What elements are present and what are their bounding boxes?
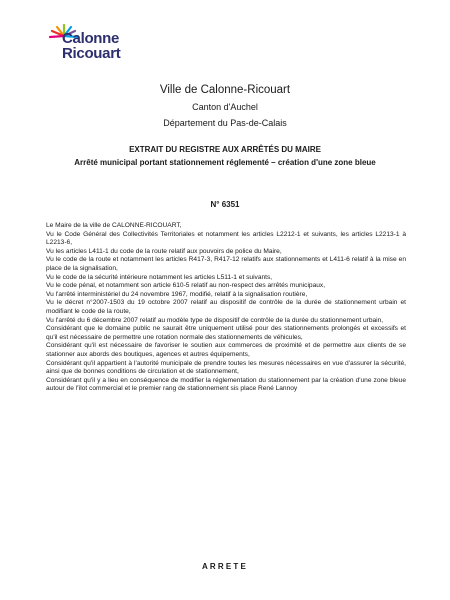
city-logo — [44, 22, 134, 72]
body-paragraph: Considérant qu'il appartient à l'autorité municipale de prendre toutes les mesures nécessaires en vue d'assurer la sécurité, ainsi que de bonnes conditions de circulation et de stationnement, — [46, 359, 406, 376]
body-paragraph: Considérant qu'il y a lieu en conséquence de modifier la réglementation du stationnement par la création d'une zone bleue autour de l'îlot commercial et le premier rang de stationnement sis place René Lannoy — [46, 376, 406, 393]
decree-body — [46, 222, 406, 394]
decree-number: N° 6351 — [210, 200, 240, 209]
body-paragraph: Vu le code pénal, et notamment son article 610-5 relatif au non-respect des arrêtés municipaux, — [46, 282, 326, 290]
body-paragraph: Vu le Code Général des Collectivités Territoriales et notamment les articles L2212-1 et suivants, les articles L2213-1 à L2213-6, — [46, 230, 406, 247]
logo-line-2: Ricouart — [62, 45, 121, 62]
body-paragraph: Le Maire de la ville de CALONNE-RICOUART, — [46, 222, 182, 229]
body-paragraph: Vu l'arrêté du 6 décembre 2007 relatif au modèle type de dispositif de contrôle de la durée du stationnement urbain, — [46, 316, 384, 324]
body-paragraph: Vu le décret n°2007-1503 du 19 octobre 2007 relatif au dispositif de contrôle de la durée de stationnement urbain et modifiant le code de la route, — [46, 299, 406, 315]
logo-wordmark — [62, 31, 120, 61]
body-paragraph: Considérant que le domaine public ne saurait être uniquement utilisé pour des stationnements prolongés et excessifs et qu'il est nécessaire de permettre une rotation normale des stationnements de véhicules, — [46, 325, 406, 341]
canton-name: Canton d'Auchel — [192, 102, 258, 112]
body-paragraph: Vu le code de la sécurité intérieure notamment les articles L511-1 et suivants, — [46, 273, 273, 281]
body-paragraph: Considérant qu'il est nécessaire de favoriser le soutien aux commerces de proximité et de permettre aux clients de se stationner aux abords des boutiques, agences et autres équipements, — [46, 342, 406, 358]
register-extract-heading: EXTRAIT DU REGISTRE AUX ARRÊTÉS DU MAIRE — [129, 145, 321, 154]
city-name: Ville de Calonne-Ricouart — [159, 84, 291, 96]
body-paragraph: Vu l'arrêté interministériel du 24 novembre 1967, modifié, relatif à la signalisation routière, — [46, 290, 308, 298]
body-paragraph: Vu les articles L411-1 du code de la route relatif aux pouvoirs de police du Maire, — [46, 247, 282, 255]
department-name: Département du Pas-de-Calais — [163, 118, 287, 128]
decree-title: Arrêté municipal portant stationnement réglementé – création d'une zone bleue — [74, 158, 376, 167]
body-paragraph: Vu le code de la route et notamment les articles R417-3, R417-12 relatifs aux stationnements et L411-6 relatif à la mise en place de la signalisation, — [46, 256, 406, 272]
logo-line-1: Calonne — [62, 30, 120, 47]
arrete-heading: ARRETE — [201, 562, 249, 571]
